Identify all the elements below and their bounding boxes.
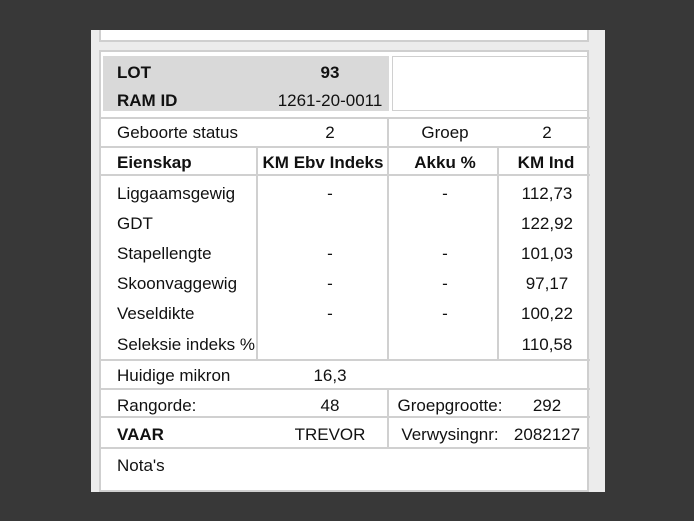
sire-label: VAAR: [117, 425, 164, 444]
divider: [387, 146, 389, 359]
trait-index: 100,22: [521, 304, 573, 323]
divider: [101, 117, 590, 119]
divider: [497, 146, 499, 359]
trait-index: 122,92: [521, 214, 573, 233]
previous-card-edge: [99, 30, 589, 42]
sire-value: TREVOR: [294, 425, 366, 444]
trait-name: GDT: [117, 214, 153, 233]
rank-value: 48: [320, 396, 340, 415]
divider: [101, 416, 590, 418]
trait-name: Seleksie indeks %: [117, 335, 255, 354]
rank-label: Rangorde:: [117, 396, 197, 415]
divider: [101, 388, 590, 390]
group-label: Groep: [421, 123, 469, 142]
trait-ebv: -: [327, 304, 333, 323]
notes-label: Nota's: [117, 456, 165, 475]
micron-value: 16,3: [313, 366, 347, 385]
group-size-value: 292: [532, 396, 562, 415]
trait-index: 97,17: [525, 274, 569, 293]
trait-accuracy: -: [442, 184, 448, 203]
trait-name: Liggaamsgewig: [117, 184, 236, 203]
trait-ebv: -: [327, 184, 333, 203]
reference-label: Verwysingnr:: [401, 425, 499, 444]
group-size-label: Groepgrootte:: [397, 396, 503, 415]
trait-index: 110,58: [521, 335, 573, 354]
header-right-box: [392, 56, 588, 111]
lot-label: LOT: [117, 63, 151, 82]
accuracy-header: Akku %: [414, 153, 476, 172]
divider: [101, 447, 590, 449]
birth-status-value: 2: [325, 123, 335, 142]
lot-value: 93: [320, 63, 340, 82]
trait-name: Veseldikte: [117, 304, 195, 323]
divider: [256, 146, 258, 359]
trait-accuracy: -: [442, 274, 448, 293]
trait-accuracy: -: [442, 244, 448, 263]
divider: [101, 146, 590, 148]
micron-label: Huidige mikron: [117, 366, 231, 385]
trait-ebv: -: [327, 274, 333, 293]
trait-name: Stapellengte: [117, 244, 212, 263]
ram-id-label: RAM ID: [117, 91, 178, 110]
trait-index: 101,03: [521, 244, 573, 263]
ram-id-value: 1261-20-0011: [277, 91, 383, 110]
ebv-header: KM Ebv Indeks: [262, 153, 384, 172]
divider: [387, 117, 389, 146]
trait-index: 112,73: [521, 184, 573, 203]
trait-name: Skoonvaggewig: [117, 274, 238, 293]
divider: [101, 174, 590, 176]
trait-ebv: -: [327, 244, 333, 263]
index-header: KM Ind: [517, 153, 575, 172]
trait-header: Eienskap: [117, 153, 192, 172]
divider: [101, 359, 590, 361]
group-value: 2: [542, 123, 552, 142]
reference-value: 2082127: [513, 425, 581, 444]
trait-accuracy: -: [442, 304, 448, 323]
birth-status-label: Geboorte status: [117, 123, 238, 142]
